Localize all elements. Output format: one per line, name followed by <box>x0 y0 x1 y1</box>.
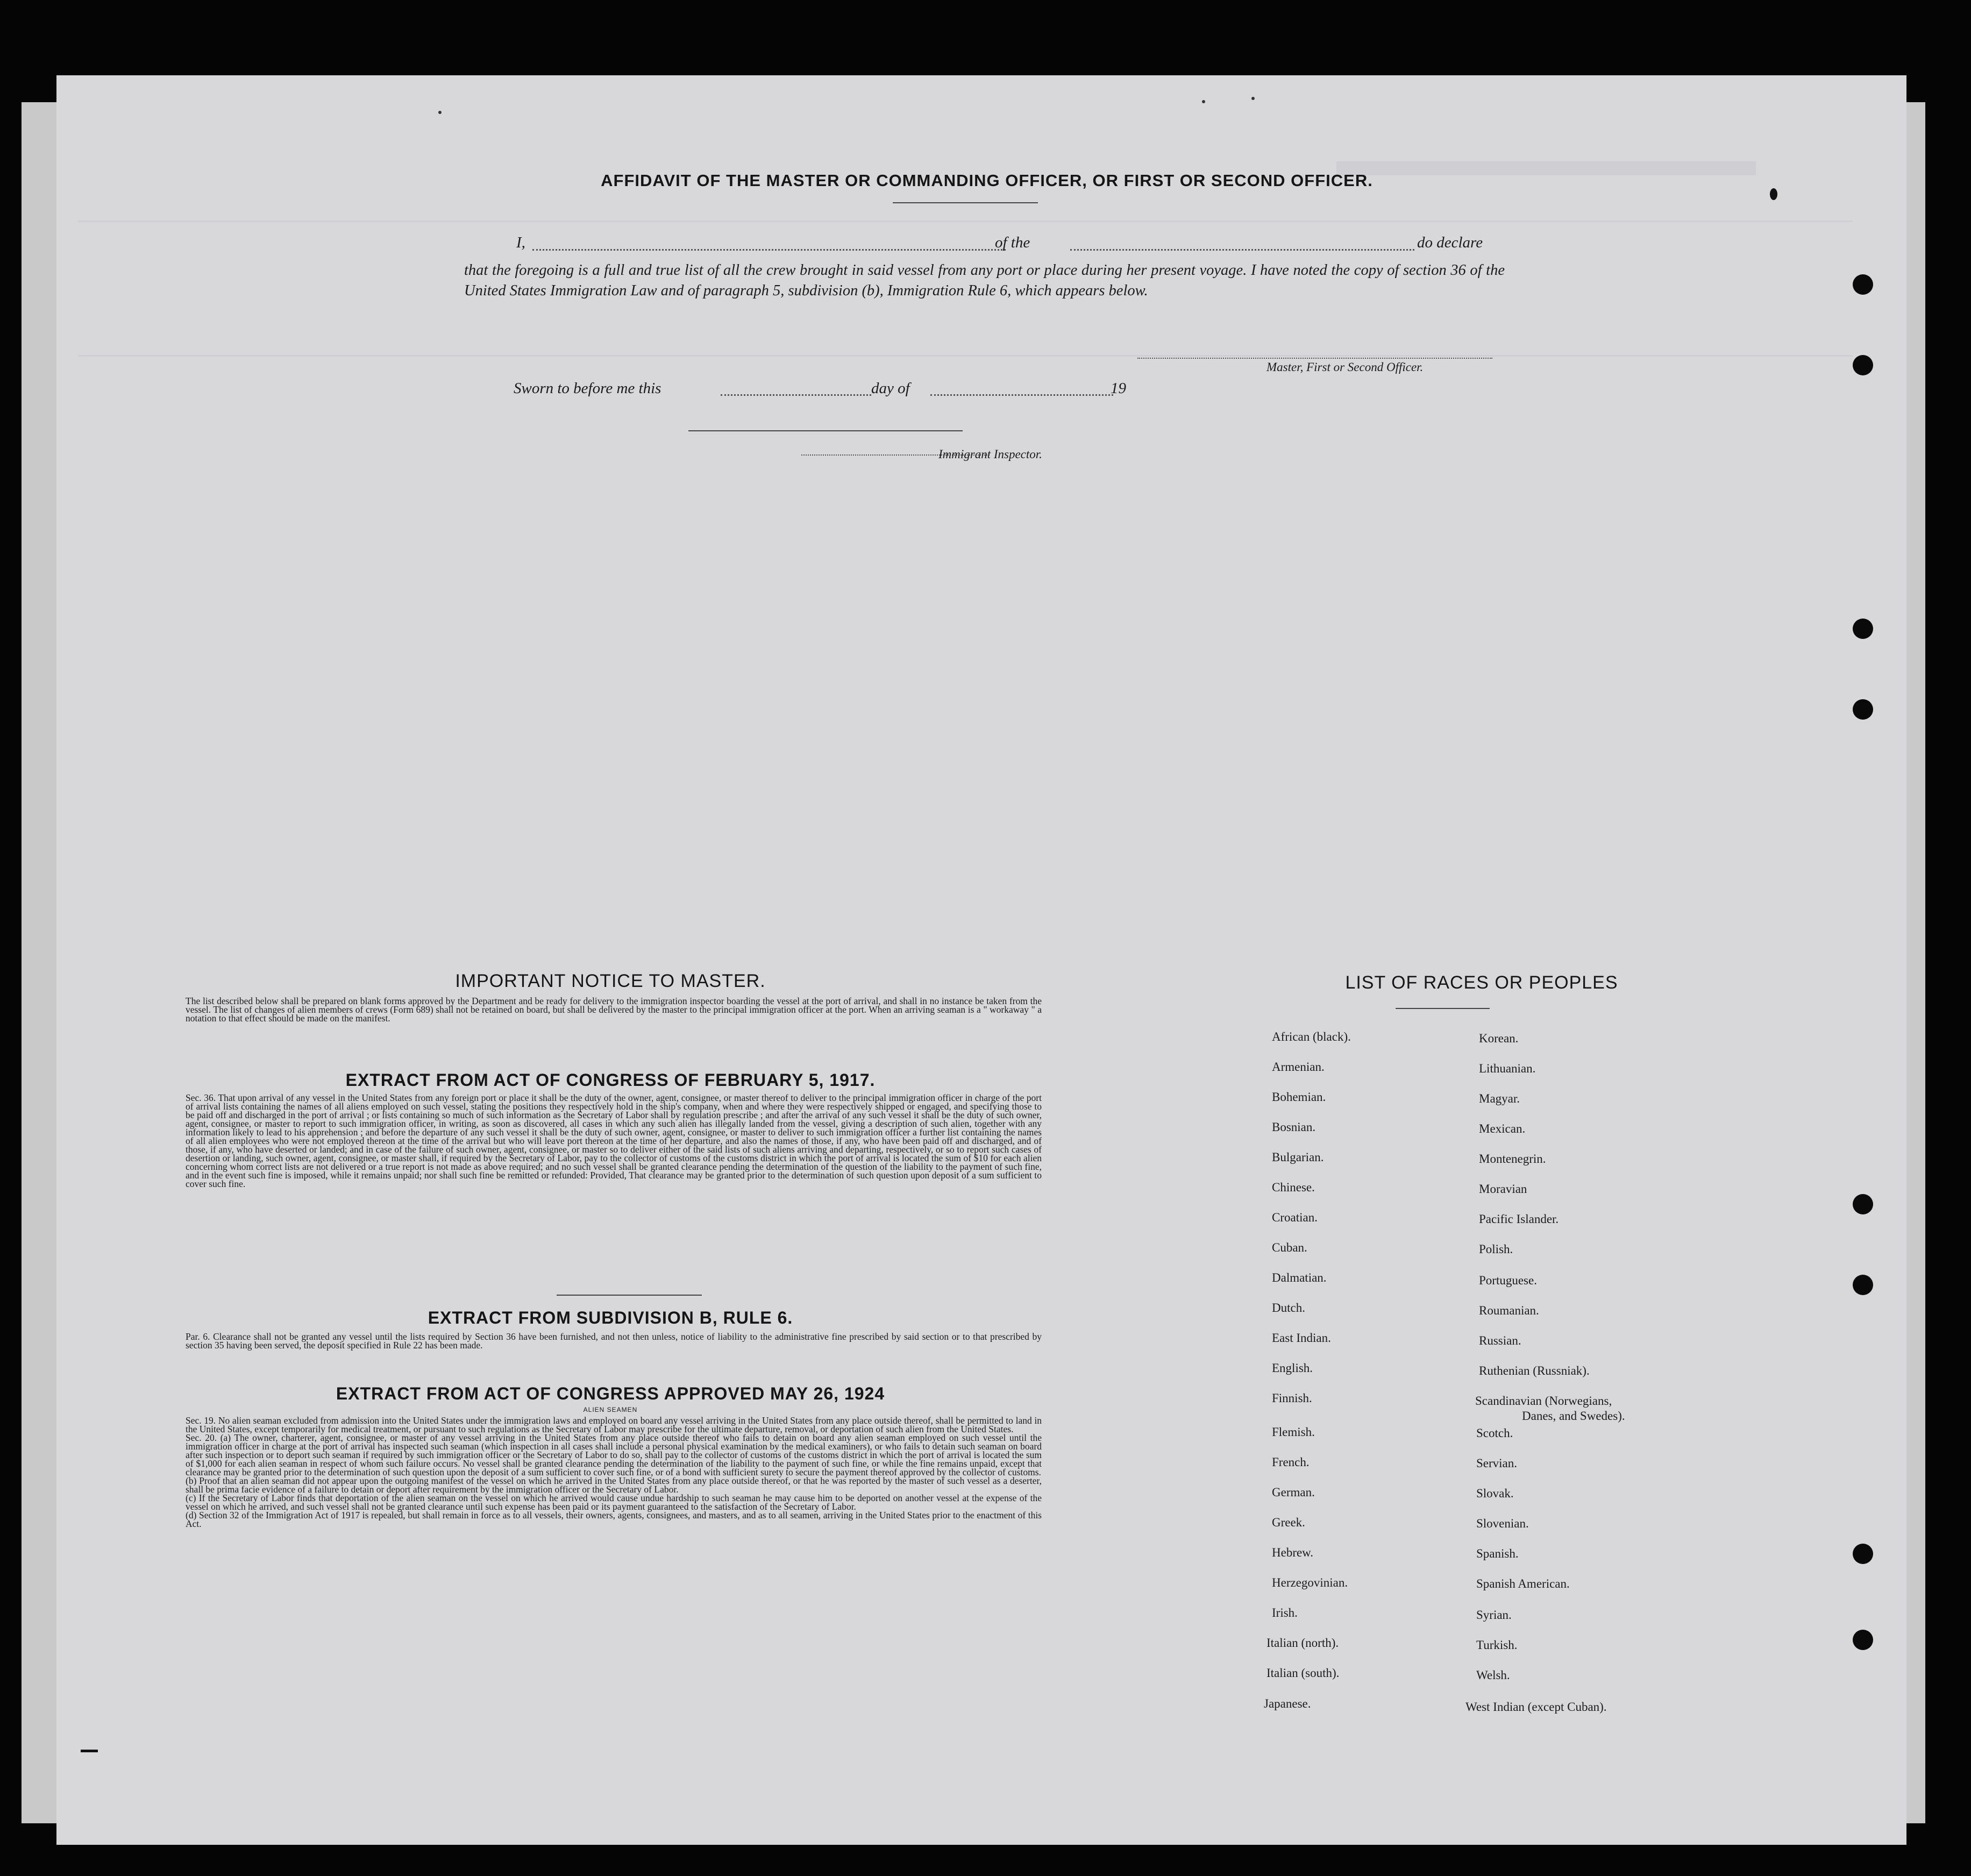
race-right: Welsh. <box>1476 1668 1510 1682</box>
race-left: Italian (south). <box>1266 1666 1340 1680</box>
extract-1924-paragraph: Sec. 19. No alien seaman excluded from admission into the United States under the immigration laws and employed on board any vessel arriving in the United States from any place outside thereof, shall be permitted to land in the United States, except temporarily for medical treatment, or pursuant to such regulations as the Secretary of Labor may prescribe for the ultimate departure, removal, or deportation of such alien from the United States. <box>186 1415 1042 1434</box>
race-left: Herzegovinian. <box>1272 1576 1348 1589</box>
extract-1924-paragraph: (d) Section 32 of the Immigration Act of 1917 is repealed, but shall remain in force as to all vessels, their owners, agents, consignees, and masters, and as to all seamen, arriving in the United States prior to the enactment of this Act. <box>186 1510 1042 1529</box>
race-right: Spanish American. <box>1476 1577 1570 1590</box>
race-right: Servian. <box>1476 1456 1518 1470</box>
race-right: Pacific Islander. <box>1479 1212 1559 1226</box>
race-left: Bulgarian. <box>1272 1150 1324 1164</box>
race-right: Magyar. <box>1479 1092 1520 1105</box>
extract-1917-title: EXTRACT FROM ACT OF CONGRESS OF FEBRUARY 5, 1917. <box>345 1070 876 1090</box>
affidavit-i-label: I, <box>516 234 525 251</box>
master-signature-field[interactable] <box>1137 358 1492 359</box>
race-right: Korean. <box>1479 1032 1519 1045</box>
affidavit-body: that the foregoing is a full and true list of all the crew brought in said vessel from any port or place during her present voyage. I have noted the copy of section 36 of the United States Immigration Law and of paragraph 5, subdivision (b), Immigration Rule 6, which appears below. <box>464 262 1505 299</box>
day-of-label: day of <box>871 380 910 397</box>
rule6-title: EXTRACT FROM SUBDIVISION B, RULE 6. <box>428 1308 793 1327</box>
affidavit-of-the-label: of the <box>995 234 1030 251</box>
race-right: Portuguese. <box>1479 1274 1537 1287</box>
race-right: Russian. <box>1479 1334 1521 1347</box>
race-left: East Indian. <box>1272 1331 1331 1345</box>
binder-hole <box>1853 619 1873 639</box>
notice-body: The list described below shall be prepared on blank forms approved by the Department and be ready for delivery to the immigration inspector boarding the vessel at the port of arrival, and shall in no instance be taken from the vessel. The list of changes of alien members of crews (Form 689) shall not be retained on board, but shall be delivered by the master to the principal immigration officer at the port. When an arriving seaman is a " workaway " a notation to that effect should be made on the manifest. <box>186 996 1042 1024</box>
extract-1924-subtitle: ALIEN SEAMEN <box>583 1406 638 1413</box>
vessel-name-field[interactable] <box>1070 249 1414 251</box>
race-left: German. <box>1272 1486 1315 1499</box>
race-left: Irish. <box>1272 1606 1298 1619</box>
binder-hole <box>1853 1630 1873 1650</box>
affidavit-declare-label: do declare <box>1417 234 1483 251</box>
race-left: Dalmatian. <box>1272 1271 1327 1284</box>
form-page <box>56 75 1906 1845</box>
year-prefix: 19 <box>1111 380 1126 397</box>
race-right: Moravian <box>1479 1182 1527 1196</box>
race-left: Italian (north). <box>1266 1636 1339 1650</box>
master-signature-caption: Master, First or Second Officer. <box>1266 360 1424 374</box>
race-right: Syrian. <box>1476 1608 1512 1622</box>
inspector-signature-field[interactable] <box>688 430 963 431</box>
race-right: West Indian (except Cuban). <box>1465 1700 1607 1714</box>
race-left: African (black). <box>1272 1030 1351 1043</box>
rule6-body: Par. 6. Clearance shall not be granted any vessel until the lists required by Section 36 have been furnished, and not then unless, notice of liability to the administrative fine prescribed by said section or to that prescribed by section 35 having been served, the deposit specified in Rule 22 has been made. <box>186 1331 1042 1351</box>
extract-1924-paragraph: Sec. 20. (a) The owner, charterer, agent, consignee, or master of any vessel arriving in the United States from any place outside thereof who fails to detain on board any alien seaman employed on such vessel until the immigration officer in charge at the port of arrival has inspected such seaman (which inspection in all cases shall include a personal physical examination by the medical examiners), or who fails to detain such seaman on board after such inspection or to deport such seaman if required by such immigration officer or the Secretary of Labor to do so, shall pay to the collector of customs of the customs district in which the port of arrival is located the sum of $1,000 for each alien seaman in respect of whom such failure occurs. No vessel shall be granted clearance pending the determination of the liability to the payment of such fine, or while the fine remains unpaid, except that clearance may be granted prior to the determination of such question upon the deposit of a sum sufficient to cover such fine, or of a bond with sufficient surety to secure the payment thereof approved by the collector of customs. <box>186 1432 1042 1477</box>
affidavit-title: AFFIDAVIT OF THE MASTER OR COMMANDING OFFICER, OR FIRST OR SECOND OFFICER. <box>601 171 1373 190</box>
binder-hole <box>1853 699 1873 720</box>
stray-mark <box>438 111 442 114</box>
race-left: Finnish. <box>1272 1391 1312 1405</box>
extract-1924-title: EXTRACT FROM ACT OF CONGRESS APPROVED MAY 26, 1924 <box>336 1384 885 1403</box>
race-right: Ruthenian (Russniak). <box>1479 1364 1590 1377</box>
extract-1924-paragraph: (b) Proof that an alien seaman did not appear upon the outgoing manifest of the vessel on which he arrived in the United States from any place outside thereof, or that he was reported by the master of such vessel as a deserter, shall be prima facie evidence of a failure to detain or deport after requirement by the immigration officer or the Secretary of Labor. <box>186 1475 1042 1495</box>
race-right: Polish. <box>1479 1242 1513 1256</box>
race-right: Slovak. <box>1476 1487 1514 1500</box>
sworn-month-field[interactable] <box>930 394 1113 396</box>
race-left: Cuban. <box>1272 1241 1307 1254</box>
race-left: Flemish. <box>1272 1425 1315 1439</box>
stray-mark <box>1202 100 1205 103</box>
inspector-caption: Immigrant Inspector. <box>938 447 1042 461</box>
extract-1917-end-rule <box>557 1295 702 1296</box>
race-left: Dutch. <box>1272 1301 1305 1314</box>
sworn-day-field[interactable] <box>721 394 871 396</box>
race-right: Roumanian. <box>1479 1304 1539 1317</box>
race-left: Greek. <box>1272 1516 1305 1529</box>
race-right-continuation: Danes, and Swedes). <box>1522 1409 1625 1423</box>
race-right: Scandinavian (Norwegians, <box>1475 1394 1612 1408</box>
binder-hole <box>1853 1544 1873 1564</box>
race-right: Mexican. <box>1479 1122 1526 1135</box>
race-left: Hebrew. <box>1272 1546 1314 1559</box>
affidavit-title-rule <box>893 202 1038 203</box>
races-title: LIST OF RACES OR PEOPLES <box>1345 972 1618 993</box>
race-right: Scotch. <box>1476 1426 1513 1440</box>
bleed-through-line <box>78 221 1853 232</box>
stray-pen-mark <box>81 1750 98 1752</box>
race-left: Croatian. <box>1272 1211 1318 1224</box>
binder-hole <box>1853 355 1873 375</box>
race-left: Japanese. <box>1264 1697 1311 1710</box>
stray-mark <box>1251 97 1255 100</box>
stray-mark <box>1770 188 1777 200</box>
master-name-field[interactable] <box>532 249 1006 251</box>
race-left: English. <box>1272 1361 1313 1375</box>
race-left: Bosnian. <box>1272 1120 1316 1134</box>
race-right: Turkish. <box>1476 1638 1518 1652</box>
extract-1924-body <box>186 1416 1042 1528</box>
race-right: Spanish. <box>1476 1547 1519 1560</box>
race-right: Montenegrin. <box>1479 1152 1546 1166</box>
binder-hole <box>1853 1194 1873 1214</box>
bleed-through-line <box>78 355 1853 366</box>
extract-1924-paragraph: (c) If the Secretary of Labor finds that deportation of the alien seaman on the vessel on which he arrived would cause undue hardship to such seaman he may cause him to be deported on another vessel at the expense of the vessel on which he arrived, and such vessel shall not be granted clearance until such expense has been paid or its payment guaranteed to the satisfaction of the Secretary of Labor. <box>186 1493 1042 1512</box>
binder-hole <box>1853 1275 1873 1295</box>
race-left: Armenian. <box>1272 1060 1325 1074</box>
race-right: Lithuanian. <box>1479 1062 1536 1075</box>
sworn-before-label: Sworn to before me this <box>514 380 661 397</box>
race-right: Slovenian. <box>1476 1517 1529 1530</box>
notice-title: IMPORTANT NOTICE TO MASTER. <box>455 971 766 991</box>
race-left: French. <box>1272 1455 1310 1469</box>
race-left: Bohemian. <box>1272 1090 1326 1104</box>
binder-hole <box>1853 274 1873 295</box>
race-left: Chinese. <box>1272 1181 1315 1194</box>
races-title-rule <box>1396 1008 1490 1009</box>
extract-1917-body: Sec. 36. That upon arrival of any vessel in the United States from any foreign port or place it shall be the duty of the owner, agent, consignee, or master thereof to deliver to the principal immigration officer in charge of the port of arrival lists containing the names of all aliens employed on such vessel, stating the positions they respectively hold in the ship's company, when and where they were respectively shipped or engaged, and specifying those to be paid off and discharged in the port of arrival ; or lists containing so much of such information as the Secretary of Labor shall by regulation prescribe ; and after the arrival of any such vessel it shall be the duty of such owner, agent, consignee, or master to report to such immigration officer, in writing, as soon as discovered, all cases in which any such alien has illegally landed from the vessel, giving a description of such alien, together with any information likely to lead to his apprehension ; and before the departure of any such vessel it shall be the duty of such owner, agent, consignee, or master to deliver to such immigration officer a further list containing the names of all alien employees who were not employed thereon at the time of the arrival but who will leave port thereon at the time of her departure, and also the names of those, if any, who have been paid off and discharged, and of those, if any, who have deserted or landed; and in case of the failure of such owner, agent, consignee, or master so to deliver either of the said lists of such aliens arriving and departing, respectively, or so to report such cases of desertion or landing, such owner, agent, consignee, or master shall, if required by the Secretary of Labor, pay to the collector of customs of the customs district in which the port of arrival is located the sum of $10 for each alien concerning whom correct lists are not delivered or a true report is not made as above required; and no such vessel shall be granted clearance pending the determination of the question of the liability to the payment of such fine, and in the event such fine is imposed, while it remains unpaid; nor shall such fine be remitted or refunded: Provided, That clearance may be granted prior to the determination of such question upon deposit of a sum sufficient to cover such fine. <box>186 1092 1042 1189</box>
